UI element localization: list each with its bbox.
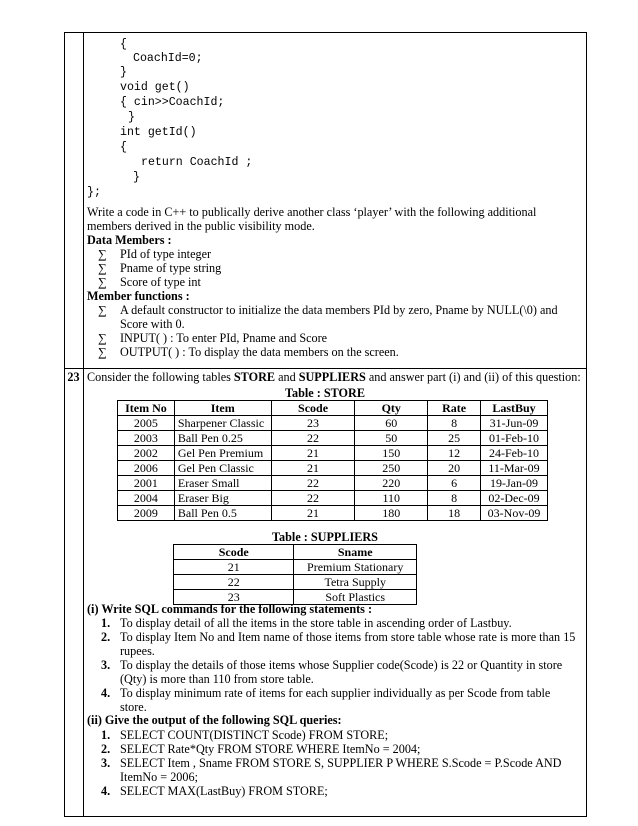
question-row-divider — [64, 368, 587, 369]
item-number: 1. — [101, 616, 111, 630]
code-line: CoachId=0; — [133, 52, 203, 65]
table-cell: 180 — [355, 506, 428, 521]
table-cell: 8 — [428, 416, 481, 431]
part-i-item: To display minimum rate of items for each supplier individually as per Scode from table store. — [120, 686, 551, 714]
store-table — [117, 400, 548, 521]
part-i-heading: (i) Write SQL commands for the following statements : — [87, 602, 373, 616]
item-number: 2. — [101, 742, 111, 756]
table-cell: 2005 — [118, 416, 175, 431]
member-function-item: A default constructor to initialize the data members PId by zero, Pname by NULL(\0) and Score with 0. — [120, 303, 558, 331]
bullet-icon: ∑ — [98, 331, 107, 345]
table-cell: 2003 — [118, 431, 175, 446]
q22-instruction: Write a code in C++ to publically derive another class ‘player’ with the following additional members derived in the public visibility mode. — [87, 205, 537, 233]
item-number: 1. — [101, 728, 111, 742]
code-line: { — [120, 141, 127, 154]
table-header-row — [118, 401, 548, 416]
item-number: 3. — [101, 756, 111, 770]
table-cell: 60 — [355, 416, 428, 431]
table-cell: 250 — [355, 461, 428, 476]
table-cell: Eraser Small — [174, 476, 271, 491]
item-number: 4. — [101, 784, 111, 798]
table-cell: 22 — [271, 476, 355, 491]
table-cell: 19-Jan-09 — [481, 476, 548, 491]
bullet-icon: ∑ — [98, 303, 107, 317]
member-function-item: OUTPUT( ) : To display the data members on the screen. — [120, 345, 399, 359]
table-cell: Premium Stationary — [294, 560, 417, 575]
code-line: { — [120, 38, 127, 51]
table-cell: 02-Dec-09 — [481, 491, 548, 506]
table-row — [118, 461, 548, 476]
table-cell: 21 — [174, 560, 294, 575]
table-cell: 2002 — [118, 446, 175, 461]
data-member-item: Score of type int — [120, 275, 201, 289]
part-ii-heading: (ii) Give the output of the following SQL queries: — [87, 713, 342, 727]
table-cell: 03-Nov-09 — [481, 506, 548, 521]
data-members-heading: Data Members : — [87, 233, 172, 247]
column-header: Item — [174, 401, 271, 416]
table-cell: 110 — [355, 491, 428, 506]
table-cell: 23 — [271, 416, 355, 431]
bullet-icon: ∑ — [98, 275, 107, 289]
sql-query: SELECT Rate*Qty FROM STORE WHERE ItemNo = 2004; — [120, 742, 421, 756]
table-cell: 2004 — [118, 491, 175, 506]
code-line: void get() — [120, 81, 190, 94]
column-header: Sname — [294, 545, 417, 560]
table-cell: 150 — [355, 446, 428, 461]
table-cell: 18 — [428, 506, 481, 521]
table-row — [118, 476, 548, 491]
table-cell: 31-Jun-09 — [481, 416, 548, 431]
store-table-title: Table : STORE — [285, 386, 365, 400]
column-header: Qty — [355, 401, 428, 416]
member-function-item: INPUT( ) : To enter PId, Pname and Score — [120, 331, 328, 345]
table-cell: 20 — [428, 461, 481, 476]
table-cell: 01-Feb-10 — [481, 431, 548, 446]
part-i-item: To display the details of those items whose Supplier code(Scode) is 22 or Quantity in store (Qty) is more than 110 from store table. — [120, 658, 563, 686]
sql-query: SELECT MAX(LastBuy) FROM STORE; — [120, 784, 328, 798]
sql-query: SELECT COUNT(DISTINCT Scode) FROM STORE; — [120, 728, 389, 742]
table-cell: 8 — [428, 491, 481, 506]
table-cell: Gel Pen Classic — [174, 461, 271, 476]
table-cell: 2009 — [118, 506, 175, 521]
table-cell: 21 — [271, 506, 355, 521]
table-row — [118, 416, 548, 431]
table-cell: 11-Mar-09 — [481, 461, 548, 476]
q23-intro: Consider the following tables STORE and SUPPLIERS and answer part (i) and (ii) of this question: — [87, 370, 581, 384]
table-cell: Soft Plastics — [294, 590, 417, 605]
column-header: LastBuy — [481, 401, 548, 416]
table-cell: Sharpener Classic — [174, 416, 271, 431]
item-number: 3. — [101, 658, 111, 672]
column-header: Scode — [271, 401, 355, 416]
code-line: { cin>>CoachId; — [120, 96, 225, 109]
bullet-icon: ∑ — [98, 247, 107, 261]
column-header: Scode — [174, 545, 294, 560]
table-cell: 25 — [428, 431, 481, 446]
sql-query: SELECT Item , Sname FROM STORE S, SUPPLIER P WHERE S.Scode = P.Scode AND ItemNo = 2006; — [120, 756, 562, 784]
table-cell: 220 — [355, 476, 428, 491]
question-number-column-divider — [83, 32, 84, 817]
code-line: }; — [87, 186, 101, 199]
table-header-row — [174, 545, 417, 560]
data-member-item: Pname of type string — [120, 261, 222, 275]
table-cell: 6 — [428, 476, 481, 491]
member-functions-heading: Member functions : — [87, 289, 190, 303]
part-i-item: To display detail of all the items in the store table in ascending order of Lastbuy. — [120, 616, 512, 630]
column-header: Item No — [118, 401, 175, 416]
table-cell: Ball Pen 0.25 — [174, 431, 271, 446]
code-line: int getId() — [120, 126, 197, 139]
table-cell: Gel Pen Premium — [174, 446, 271, 461]
bullet-icon: ∑ — [98, 345, 107, 359]
item-number: 2. — [101, 630, 111, 644]
bullet-icon: ∑ — [98, 261, 107, 275]
table-row — [174, 560, 417, 575]
table-row — [118, 506, 548, 521]
code-line: } — [133, 171, 140, 184]
table-row — [174, 575, 417, 590]
table-cell: 22 — [174, 575, 294, 590]
table-cell: Eraser Big — [174, 491, 271, 506]
table-cell: 2006 — [118, 461, 175, 476]
code-line: } — [128, 111, 135, 124]
suppliers-table — [173, 544, 417, 605]
table-cell: 2001 — [118, 476, 175, 491]
column-header: Rate — [428, 401, 481, 416]
table-cell: Ball Pen 0.5 — [174, 506, 271, 521]
table-row — [118, 491, 548, 506]
table-row — [118, 446, 548, 461]
part-i-item: To display Item No and Item name of those items from store table whose rate is more than 15 rupees. — [120, 630, 576, 658]
table-cell: 50 — [355, 431, 428, 446]
table-row — [118, 431, 548, 446]
item-number: 4. — [101, 686, 111, 700]
table-cell: 24-Feb-10 — [481, 446, 548, 461]
table-cell: 22 — [271, 491, 355, 506]
table-cell: 12 — [428, 446, 481, 461]
table-cell: 21 — [271, 461, 355, 476]
code-line: return CoachId ; — [141, 156, 253, 169]
suppliers-table-title: Table : SUPPLIERS — [272, 530, 378, 544]
table-cell: 22 — [271, 431, 355, 446]
question-number: 23 — [67, 370, 80, 384]
table-cell: 21 — [271, 446, 355, 461]
table-cell: Tetra Supply — [294, 575, 417, 590]
data-member-item: PId of type integer — [120, 247, 212, 261]
table-cell: 23 — [174, 590, 294, 605]
code-line: } — [120, 66, 127, 79]
